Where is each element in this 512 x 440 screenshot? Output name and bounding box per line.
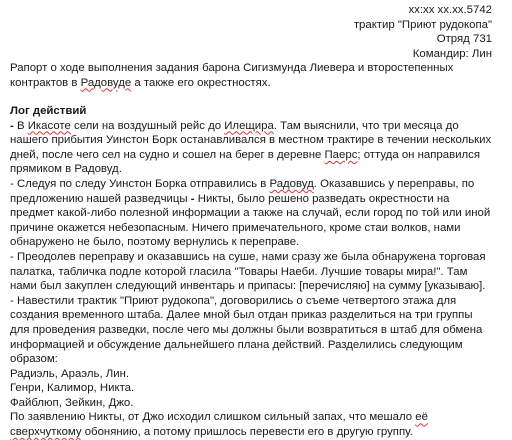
misspelled-word[interactable]: Радовуде xyxy=(80,76,132,89)
log-line: предмет какой-либо полезной информации а также на случай, если город по той или иной xyxy=(10,207,491,220)
log-line: палатка, табличка подле которой гласила "Товары Наеби. Лучшие товары мира!". Там xyxy=(10,265,468,278)
log-line xyxy=(10,148,508,163)
group-1: Радиэль, Араэль, Лин. xyxy=(10,367,130,380)
log-line: причине окажется небезопасным. Ничего примечательного, кроме стаи волков, нами xyxy=(10,221,461,234)
report-header xyxy=(354,3,492,61)
log-title: Лог действий xyxy=(10,105,87,117)
misspelled-word[interactable]: Радовуд xyxy=(269,177,314,190)
group-2: Генри, Калимор, Никта. xyxy=(10,382,135,395)
log-line: создания временного штаба. Далее мной был отдан приказ разделиться на три группы xyxy=(10,309,473,322)
log-text: . Оказавшись у переправы, по xyxy=(313,177,475,190)
log-line xyxy=(10,119,508,134)
log-line: для проведения разведки, после чего мы должны были возвратиться в штаб для обмена xyxy=(10,323,483,336)
log-line: нашего прибытия Уинстон Борк останавливался в местном трактире в течении нескольких xyxy=(10,134,492,147)
log-line: нами был закуплен следующий инвентарь и припасы: [перечисляю] на сумму [указываю]. xyxy=(10,280,486,293)
log-text: . Там выяснили, что три месяца до xyxy=(273,119,459,132)
log-line: - Преодолев переправу и оказавшись на суше, нами сразу же была обнаружена торговая xyxy=(10,250,486,263)
intro-text: контрактов в xyxy=(10,76,81,89)
report-location: трактир "Приют рудокопа" xyxy=(353,18,492,31)
report-unit: Отряд 731 xyxy=(436,33,492,46)
log-text: По заявлению Никты, от Джо исходил слишком сильный запах, что мешало xyxy=(10,411,416,424)
log-text: ; оттуда он направился xyxy=(357,148,481,161)
log-line: - Навестили трактик "Приют рудокопа", договорились о съеме четвертого этажа для xyxy=(10,294,457,307)
intro-text: а также его окрестностях. xyxy=(131,76,271,89)
log-line: обнаружено не было, поэтому вернулись к переправе. xyxy=(10,236,300,249)
misspelled-word[interactable]: её xyxy=(415,411,428,424)
log-text: обонянию, а потому пришлось перевести его в другую группу. xyxy=(81,426,413,439)
report-intro xyxy=(10,61,502,90)
log-line xyxy=(10,425,508,440)
bold-dash: - xyxy=(190,192,195,205)
misspelled-word[interactable]: Илещира xyxy=(224,119,274,132)
log-text: - Следуя по следу Уинстон Борка отправились в xyxy=(10,177,270,190)
report-commander: Командир: Лин xyxy=(412,47,492,60)
log-body xyxy=(10,119,508,440)
log-line: образом: xyxy=(10,353,58,366)
log-line: прямиком в Радовуд. xyxy=(10,163,122,176)
intro-line-2 xyxy=(10,76,502,91)
log-line: информацией и обсуждение дальнейшего плана действий. Разделились следующим xyxy=(10,338,463,351)
log-text: сели на воздушный рейс до xyxy=(70,119,225,132)
group-3: Файблюп, Зейкин, Джо. xyxy=(10,396,134,409)
log-line xyxy=(10,192,508,207)
log-text: предложению нашей разведчицы xyxy=(10,192,191,205)
log-text: В xyxy=(16,119,28,132)
misspelled-word[interactable]: Икасоте xyxy=(27,119,71,132)
log-text: дней, после чего сел на судно и сошел на берег в деревне xyxy=(10,148,325,161)
intro-line-1: Рапорт о ходе выполнения задания барона Сигизмунда Лиевера и второстепенных xyxy=(10,62,454,74)
misspelled-word[interactable]: сверхчуткому xyxy=(10,426,82,439)
misspelled-word[interactable]: Паерс xyxy=(324,148,358,161)
report-date: xx:xx xx.xx.5742 xyxy=(408,4,492,16)
log-text: Никты, было решено разведать окрестности на xyxy=(194,192,450,205)
bullet-dash: - xyxy=(10,119,17,132)
log-line xyxy=(10,410,508,425)
log-line xyxy=(10,177,508,192)
